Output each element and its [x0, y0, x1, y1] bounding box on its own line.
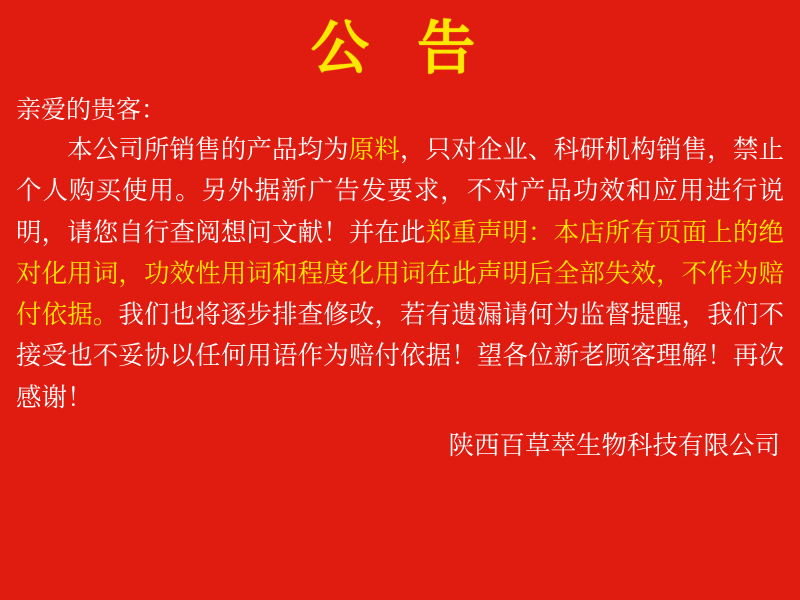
body-segment-2-highlight: 原料	[348, 135, 400, 165]
body-segment-5: 我们也将逐步排查修改，若有遗漏请何为监督提醒，我们不接受也不妥协以任何用语作为赔付依据！望各位新老顾客理解！再次感谢！	[16, 300, 784, 413]
body-segment-4-highlight: 郑重声明：本店所有页面上的绝对化用词，功效性用词和程度化用词在此声明后全部失效，不作为赔付依据。	[16, 217, 784, 331]
notice-body	[16, 130, 784, 419]
body-segment-1: 本公司所销售的产品均为	[67, 135, 349, 165]
company-signature: 陕西百草萃生物科技有限公司	[448, 431, 780, 462]
salutation-text: 亲爱的贵客：	[16, 94, 167, 124]
body-segment-3: ，只对企业、科研机构销售，禁止个人购买使用。另外据新广告发要求，不对产品功效和应用进行说明，请您自行查阅想问文献！并在此	[16, 135, 784, 248]
page-title: 公 告	[310, 14, 490, 82]
